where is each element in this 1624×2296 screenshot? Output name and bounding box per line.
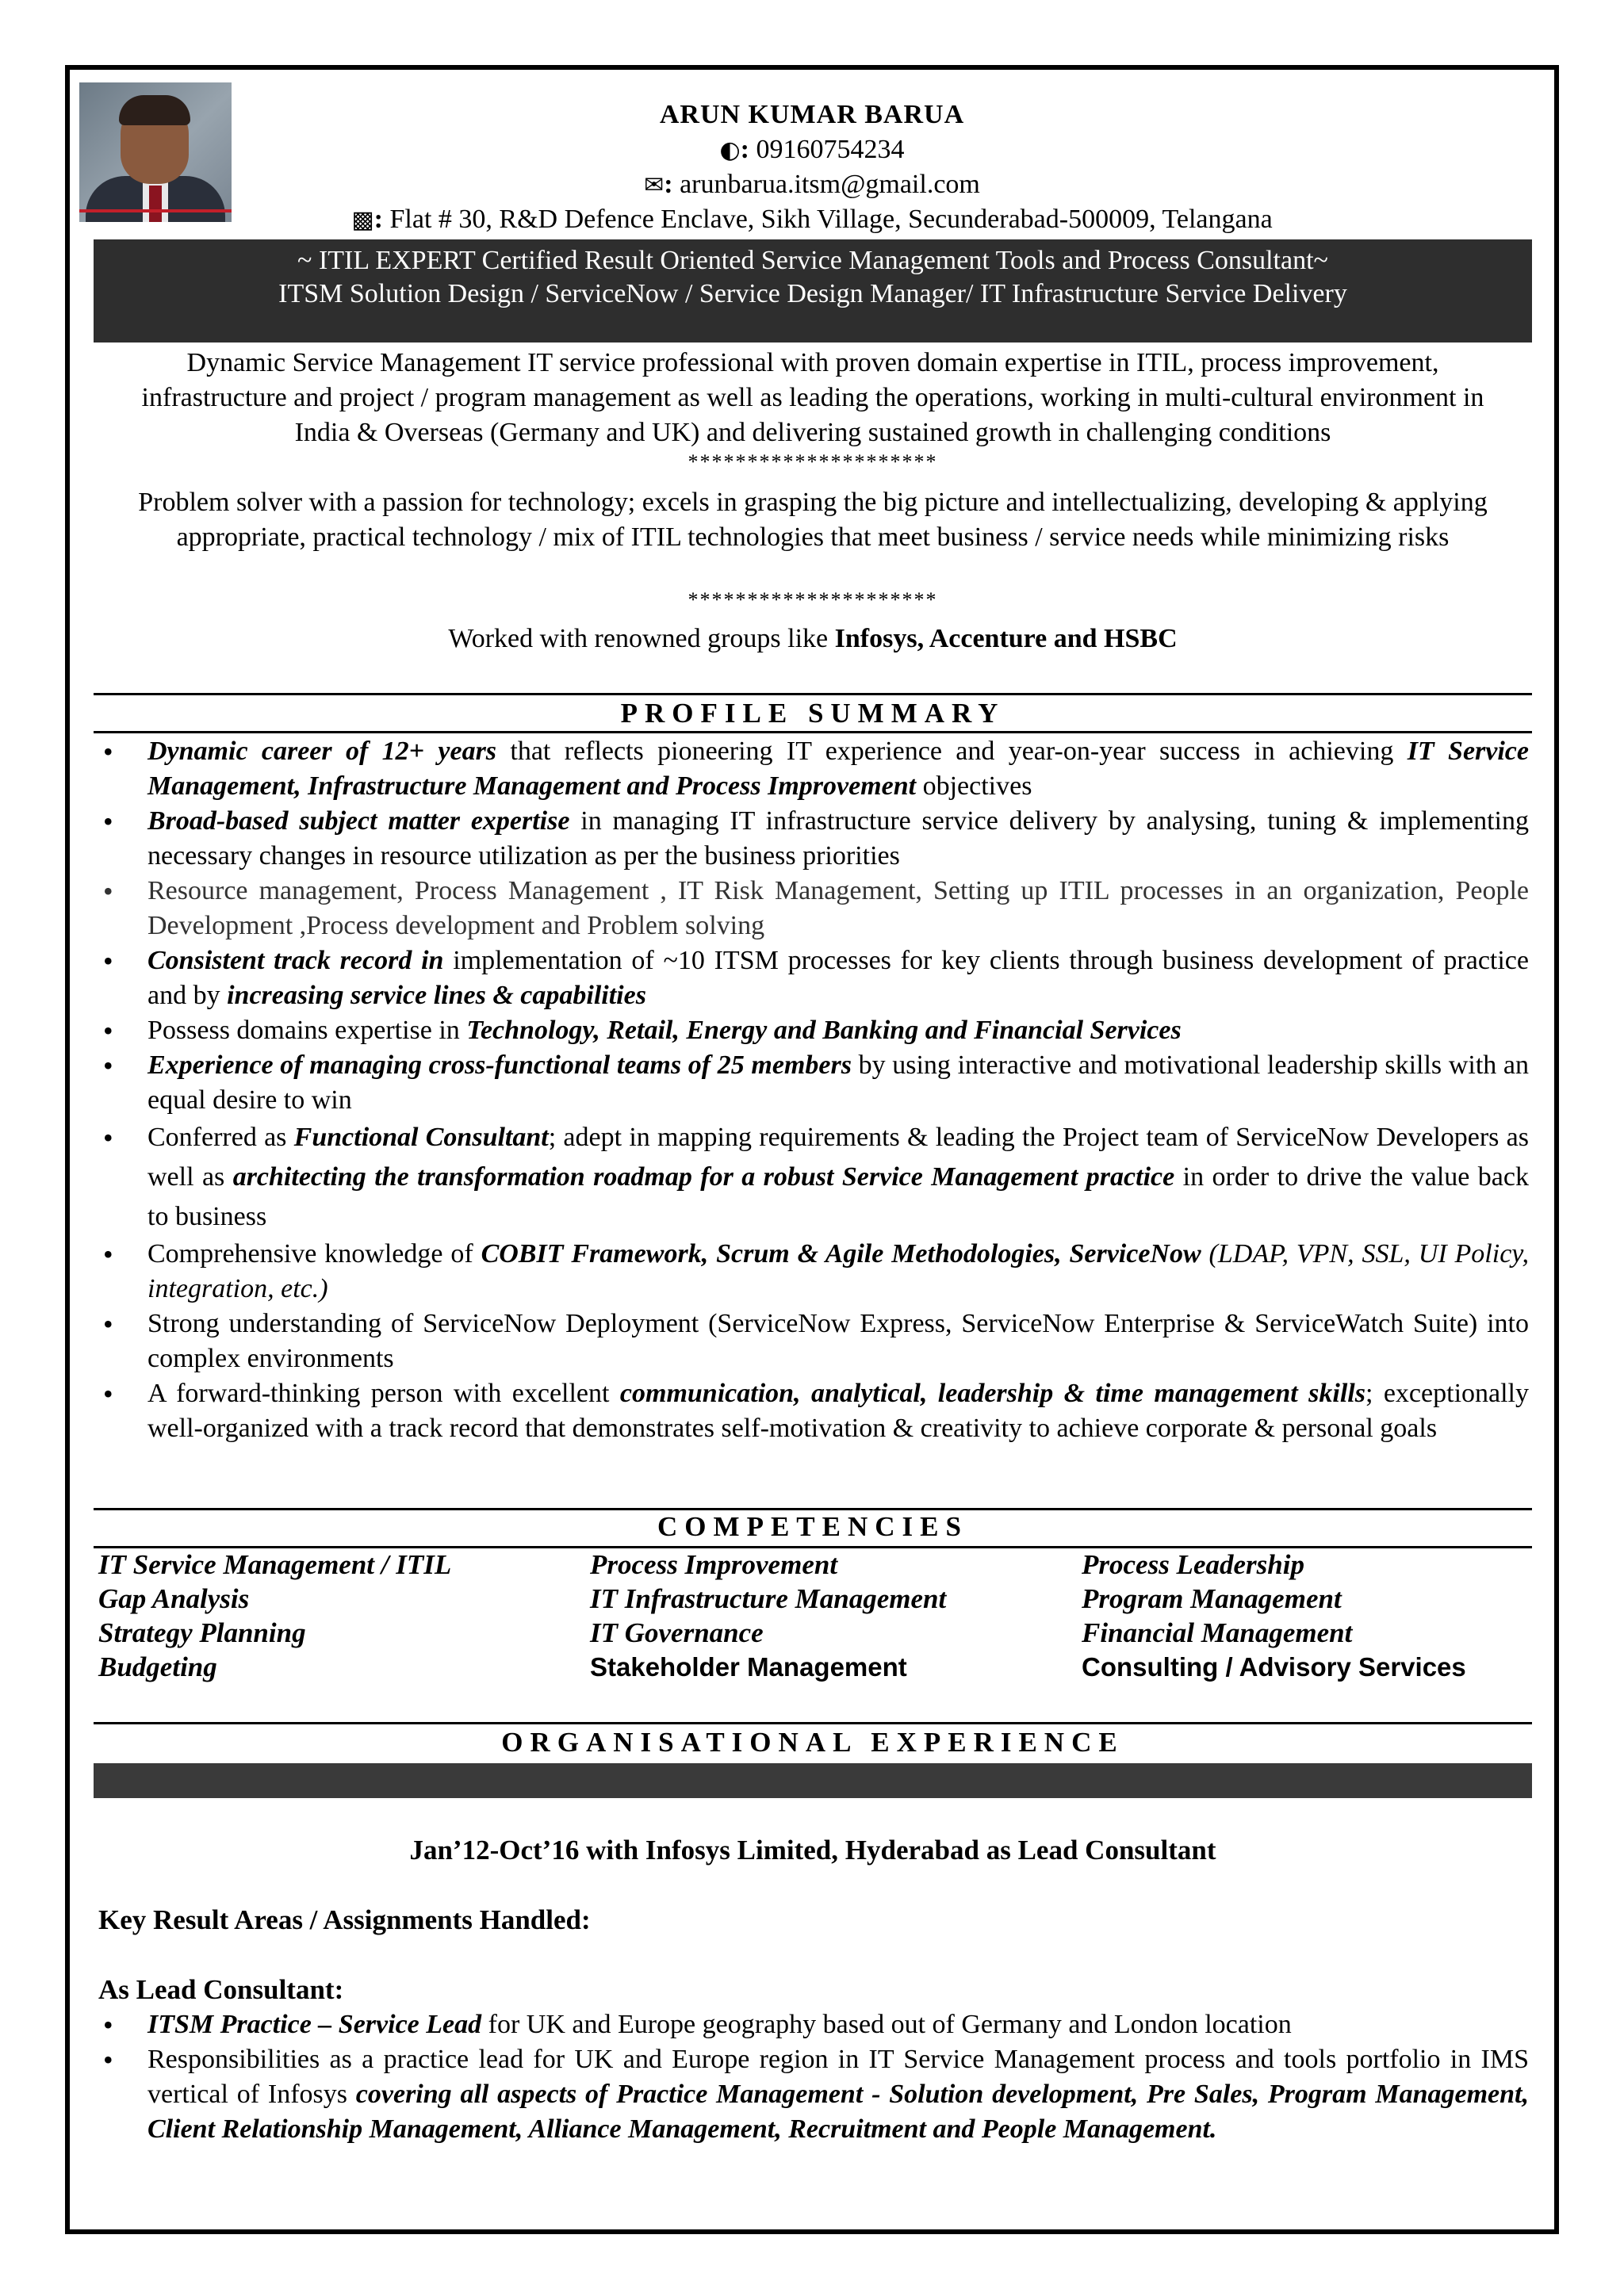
competency-item: IT Governance — [590, 1617, 764, 1648]
list-item: • Dynamic career of 12+ years that reflects pioneering IT experience and year-on-year success in achieving IT Service Management, Infrastructure Management and Process Improvement objectives — [94, 734, 1529, 804]
address-line — [87, 201, 1537, 239]
list-item: • ITSM Practice – Service Lead for UK and Europe geography based out of Germany and London location — [94, 2007, 1529, 2042]
list-item: • Broad-based subject matter expertise in managing IT infrastructure service delivery by analysing, tuning & implementing necessary changes in resource utilization as per the business priorities — [94, 804, 1529, 874]
address-label: : — [373, 205, 383, 234]
list-item: • A forward-thinking person with excellent communication, analytical, leadership & time management skills; exceptionally well-organized with a track record that demonstrates self-motivation & creativity to achieve corporate & personal goals — [94, 1376, 1529, 1446]
intro-paragraph-2: Problem solver with a passion for technology; excels in grasping the big picture and intellectualizing, developing & applying appropriate, practical technology / mix of ITIL technologies that meet business / service needs while minimizing risks — [138, 488, 1488, 552]
competency-col-1 — [98, 1548, 451, 1684]
intro-paragraph-1: Dynamic Service Management IT service professional with proven domain expertise in ITIL, process improvement, infrastructure and project / program management as well as leading the operations, working in multi-cultural environment in India & Overseas (Germany and UK) and delivering sustained growth in challenging conditions — [141, 348, 1484, 447]
stars-separator-2: ********************* — [688, 588, 938, 611]
list-item: • Resource management, Process Management , IT Risk Management, Setting up ITIL processes in an organization, People Development ,Process development and Problem solving — [94, 874, 1529, 943]
experience-title: ORGANISATIONAL EXPERIENCE — [501, 1727, 1124, 1758]
competency-item: Stakeholder Management — [590, 1652, 907, 1682]
intro-groups-prefix: Worked with renowned groups like — [448, 624, 835, 653]
candidate-name: ARUN KUMAR BARUA — [659, 100, 965, 129]
job-title-line: Jan’12-Oct’16 with Infosys Limited, Hyderabad as Lead Consultant — [409, 1835, 1216, 1866]
phone-number: 09160754234 — [756, 135, 905, 164]
competency-item: Strategy Planning — [98, 1617, 306, 1648]
list-item: • Experience of managing cross-functional teams of 25 members by using interactive and motivational leadership skills with an equal desire to win — [94, 1048, 1529, 1118]
competency-item: Process Improvement — [590, 1549, 838, 1580]
mailbox-icon: ▩ — [351, 206, 374, 234]
phone-icon: ◐ — [719, 136, 741, 164]
profile-summary-title: PROFILE SUMMARY — [620, 698, 1005, 729]
competency-item: Process Leadership — [1082, 1549, 1304, 1580]
list-item: • Strong understanding of ServiceNow Deployment (ServiceNow Express, ServiceNow Enterprise & ServiceWatch Suite) into complex environments — [94, 1307, 1529, 1376]
list-item: • Consistent track record in implementation of ~10 ITSM processes for key clients through business development of practice and by increasing service lines & capabilities — [94, 943, 1529, 1013]
list-item: • Possess domains expertise in Technology, Retail, Energy and Banking and Financial Services — [94, 1013, 1529, 1048]
competency-item: Consulting / Advisory Services — [1082, 1652, 1466, 1682]
competency-col-2 — [590, 1548, 946, 1684]
rule-profile-bottom — [94, 731, 1532, 733]
list-item: • Responsibilities as a practice lead for UK and Europe region in IT Service Management process and tools portfolio in IMS vertical of Infosys covering all aspects of Practice Management - Solution development, Pre Sales, Program Management, Client Relationship Management, Alliance Management, Recruitment and People Management. — [94, 2042, 1529, 2147]
rule-profile-top — [94, 693, 1532, 695]
envelope-icon: ✉ — [644, 171, 665, 199]
list-item: • Conferred as Functional Consultant; adept in mapping requirements & leading the Project team of ServiceNow Developers as well as architecting the transformation roadmap for a robust Service Management practice in order to drive the value back to business — [94, 1118, 1529, 1237]
banner-line-2: ITSM Solution Design / ServiceNow / Service Design Manager/ IT Infrastructure Service Delivery — [278, 279, 1347, 308]
experience-bar — [94, 1763, 1532, 1798]
competency-item: IT Infrastructure Management — [590, 1583, 947, 1614]
email-line — [87, 166, 1537, 204]
banner-line-1: ~ ITIL EXPERT Certified Result Oriented Service Management Tools and Process Consultant~ — [297, 246, 1328, 275]
email-address: arunbarua.itsm@gmail.com — [680, 170, 980, 199]
competency-col-3 — [1082, 1548, 1466, 1684]
list-item: • Comprehensive knowledge of COBIT Framework, Scrum & Agile Methodologies, ServiceNow (LDAP, VPN, SSL, UI Policy, integration, etc.) — [94, 1237, 1529, 1307]
address-text: Flat # 30, R&D Defence Enclave, Sikh Village, Secunderabad-500009, Telangana — [389, 205, 1273, 234]
phone-label: : — [740, 135, 749, 164]
profile-summary-list — [94, 734, 1529, 1446]
intro-groups: Infosys, Accenture and HSBC — [834, 624, 1178, 653]
competency-item: Program Management — [1082, 1583, 1342, 1614]
headline-banner — [94, 239, 1532, 342]
competency-item: Gap Analysis — [98, 1583, 250, 1614]
phone-line — [87, 132, 1537, 169]
email-label: : — [664, 170, 673, 199]
stars-separator-1: ********************* — [688, 450, 938, 473]
experience-list — [94, 2007, 1529, 2147]
competency-item: IT Service Management / ITIL — [98, 1549, 452, 1580]
competency-item: Budgeting — [98, 1651, 217, 1682]
rule-experience-top — [94, 1722, 1532, 1724]
kra-heading: Key Result Areas / Assignments Handled: — [98, 1904, 591, 1935]
competencies-title: COMPETENCIES — [657, 1511, 968, 1542]
competency-item: Financial Management — [1082, 1617, 1353, 1648]
intro-paragraph-3 — [111, 622, 1515, 656]
role-heading: As Lead Consultant: — [98, 1974, 344, 2005]
